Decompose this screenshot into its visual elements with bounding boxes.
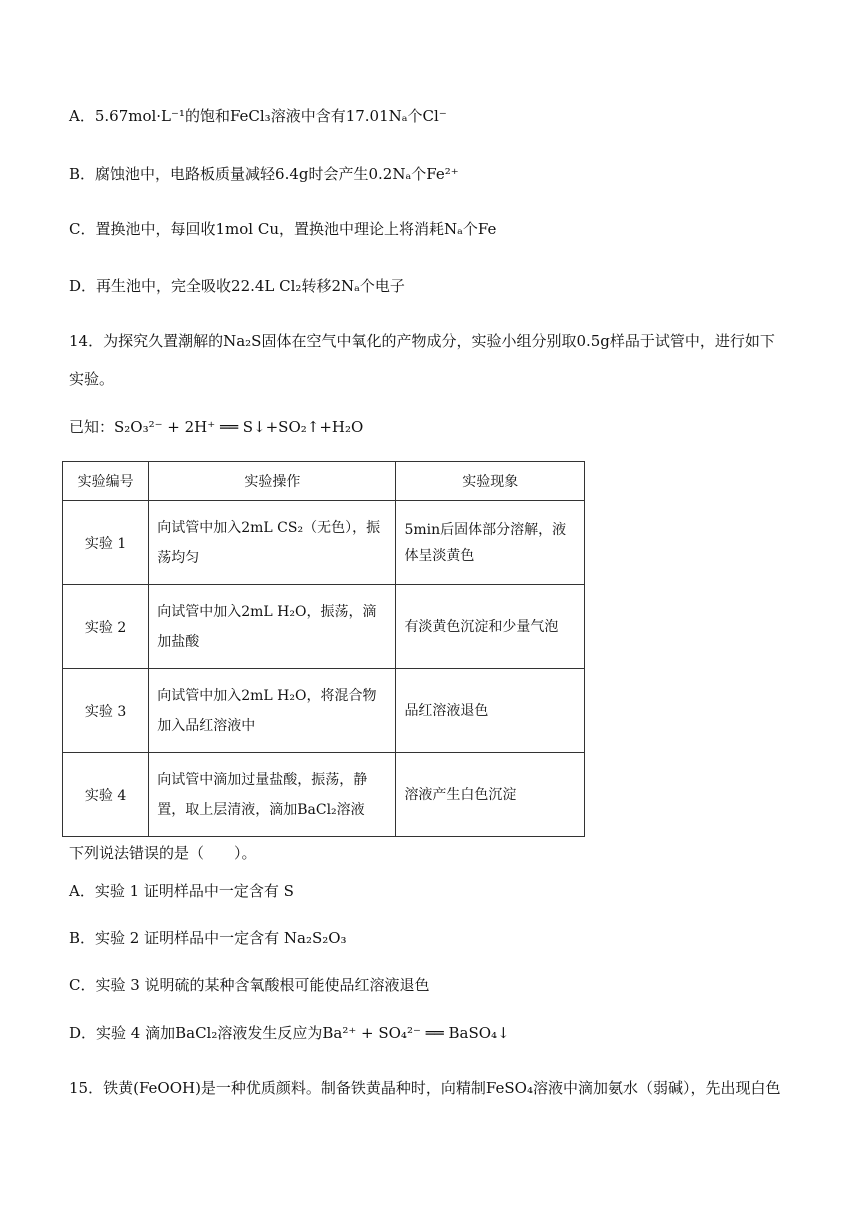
experiment-id: 实验 1 <box>63 501 149 585</box>
experiment-operation: 向试管中滴加过量盐酸，振荡，静置，取上层清液，滴加BaCl₂溶液 <box>149 753 396 837</box>
table-row <box>63 585 585 669</box>
q13-option-b: B．腐蚀池中，电路板质量减轻6.4g时会产生0.2Nₐ个Fe²⁺ <box>69 165 459 183</box>
experiment-result: 溶液产生白色沉淀 <box>396 753 585 837</box>
q14-option-a: A．实验 1 证明样品中一定含有 S <box>69 882 294 900</box>
table-row <box>63 501 585 585</box>
q14-stem-line2: 实验。 <box>69 370 115 388</box>
q14-prompt: 下列说法错误的是（ ）。 <box>69 844 257 862</box>
q13-option-d: D．再生池中，完全吸收22.4L Cl₂转移2Nₐ个电子 <box>69 277 405 295</box>
table-header: 实验编号 <box>63 462 149 501</box>
q14-known-equation: 已知：S₂O₃²⁻ + 2H⁺ ══ S↓+SO₂↑+H₂O <box>69 418 364 436</box>
experiment-result: 5min后固体部分溶解，液体呈淡黄色 <box>396 501 585 585</box>
experiment-operation: 向试管中加入2mL H₂O，振荡，滴加盐酸 <box>149 585 396 669</box>
q14-option-d: D．实验 4 滴加BaCl₂溶液发生反应为Ba²⁺ + SO₄²⁻ ══ BaSO₄↓ <box>69 1024 510 1042</box>
experiment-result: 有淡黄色沉淀和少量气泡 <box>396 585 585 669</box>
table-header-row <box>63 462 585 501</box>
experiment-id: 实验 2 <box>63 585 149 669</box>
q14-stem-line1: 14．为探究久置潮解的Na₂S固体在空气中氧化的产物成分，实验小组分别取0.5g样品于试管中，进行如下 <box>69 332 775 350</box>
experiment-operation: 向试管中加入2mL H₂O，将混合物加入品红溶液中 <box>149 669 396 753</box>
q13-option-c: C．置换池中，每回收1mol Cu，置换池中理论上将消耗Nₐ个Fe <box>69 220 497 238</box>
q13-option-a: A．5.67mol·L⁻¹的饱和FeCl₃溶液中含有17.01Nₐ个Cl⁻ <box>69 107 447 125</box>
experiment-result: 品红溶液退色 <box>396 669 585 753</box>
experiment-operation: 向试管中加入2mL CS₂（无色），振荡均匀 <box>149 501 396 585</box>
q14-option-b: B．实验 2 证明样品中一定含有 Na₂S₂O₃ <box>69 929 347 947</box>
table-row <box>63 669 585 753</box>
table-header: 实验操作 <box>149 462 396 501</box>
experiment-id: 实验 3 <box>63 669 149 753</box>
experiment-table <box>62 461 585 837</box>
table-header: 实验现象 <box>396 462 585 501</box>
q15-stem-line1: 15．铁黄(FeOOH)是一种优质颜料。制备铁黄晶种时，向精制FeSO₄溶液中滴加氨水（弱碱），先出现白色 <box>69 1079 781 1097</box>
q14-option-c: C．实验 3 说明硫的某种含氧酸根可能使品红溶液退色 <box>69 976 430 994</box>
table-row <box>63 753 585 837</box>
experiment-id: 实验 4 <box>63 753 149 837</box>
